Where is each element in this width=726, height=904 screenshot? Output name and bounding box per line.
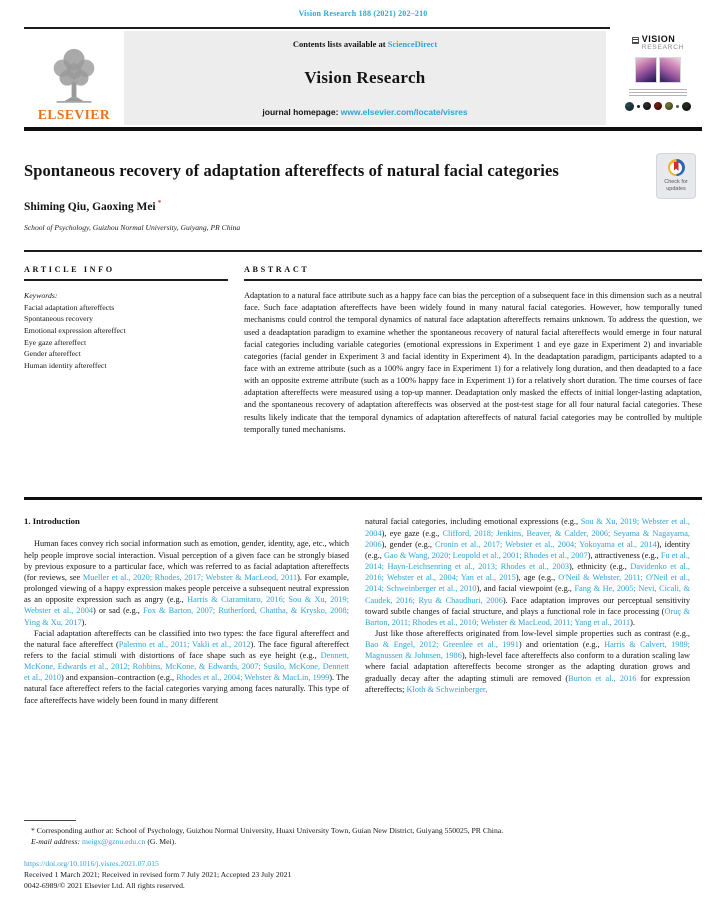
article-title: Spontaneous recovery of adaptation aftereffects of natural facial categories (24, 161, 559, 180)
cover-title: VISION (641, 34, 676, 44)
keyword-item: Facial adaptation aftereffects (24, 302, 115, 312)
cover-mark-icon (632, 37, 639, 44)
keyword-item: Emotional expression aftereffect (24, 326, 126, 336)
journal-banner (24, 31, 702, 125)
sciencedirect-link[interactable]: ScienceDirect (387, 39, 438, 49)
cover-eye-photos (625, 102, 691, 111)
cover-plot-images (635, 57, 681, 83)
keyword-item: Human identity aftereffect (24, 361, 107, 371)
body-paragraph: Facial adaptation aftereffects can be classified into two types: the face figural aftereffect and the natural face aftereffect (Palermo et al., 2011; Vakli et al., 2012). The face figural aftereffect refers to the facial stimuli with distortions of face shape such as eye height (e.g., Dennett, McKone, Edwards et al., 2012; Robbins, McKone, & Edwards, 2007; Susilo, McKone, Dennett et al., 2010) and expansion–contraction (e.g., Rhodes et al., 2004; Webster & MacLin, 1999). The natural face aftereffect refers to the facial categories varying among faces naturally. This type of face aftereffects have widely been found in many different (24, 628, 350, 705)
email-line (24, 837, 702, 848)
abstract-column (244, 265, 702, 483)
eye-photo-icon (682, 102, 691, 111)
abstract-text: Adaptation to a natural face attribute such as a happy face can bias the perception of a subsequent face in this dimension such as a neutral face. Such face adaptation aftereffects have been widely found in many natural facial categories. However, how temporally tuned mechanisms could control the temporal dynamics of natural face adaptation aftereffects remains unknown. To address the question, we used a deadaptation paradigm to examine whether the spontaneous recovery of natural facial aftereffects would emerge in four natural facial categories including variable categories (emotional expressions in Experiment 1 and eye gaze in Experiment 2) and invariable categories (facial gender in Experiment 3 and facial identity in Experiment 4). In the deadaptation paradigm, participants adapted to a face with an extreme attribute (such as a 100% angry face in Experiment 1) for a relatively long duration, and then deadapted to a face with an opposite extreme attribute (such as a 100% happy face in Experiment 1) for a relatively short duration. The time courses of face adaptation aftereffects were measured using a top-up manner. Deadaptation only masked the effects of initial longer-lasting adaptation, and the spontaneous recovery of adaptation aftereffects was observed at the post-test stage for all four natural facial categories. These results likely indicate that the temporal dynamics of adaptation aftereffects of natural facial categories may be controlled by multiple temporally tuned mechanisms. (244, 291, 702, 434)
article-info-heading: ARTICLE INFO (24, 265, 115, 275)
banner-bottom-rule (24, 127, 702, 131)
citation-link[interactable]: Fu et al., 2014; Hayn-Leichsenring et al., 2013; Rhodes et al., 2003 (365, 550, 690, 572)
citation-link[interactable]: Gao & Wang, 2020; Leopold et al., 2001; Rhodes et al., 2007 (383, 550, 588, 560)
keyword-item: Spontaneous recovery (24, 314, 94, 324)
citation-link[interactable]: Dennett, McKone, Edwards et al., 2012; Robbins, McKone, & Edwards, 2007; Susilo, McKone, Dennett et al., 2010 (24, 651, 349, 683)
elsevier-tree-icon (45, 45, 103, 107)
corresponding-author-asterisk[interactable]: * (157, 197, 162, 207)
citation-link[interactable]: Fang & He, 2005; Nevi, Cicali, & Caudek, 2016; Ryu & Chaudhuri, 2006 (365, 584, 690, 605)
received-dates: Received 1 March 2021; Received in revised form 7 July 2021; Accepted 23 July 2021 (24, 869, 292, 879)
body-right-column (365, 516, 690, 705)
email-label: E-mail address: (31, 836, 81, 846)
page-footnote (24, 820, 702, 892)
body-paragraph: natural facial categories, including emotional expressions (e.g., Sou & Xu, 2019; Webster et al., 2004), eye gaze (e.g., Clifford, 2018; Jenkins, Beaver, & Calder, 2006; Seyama & Nagayama, 2006), gender (e.g., Cronin et al., 2017; Webster et al., 2004; Yokoyama et al., 2014), identity (e.g., Gao & Wang, 2020; Leopold et al., 2001; Rhodes et al., 2007), attractiveness (e.g., Fu et al., 2014; Hayn-Leichsenring et al., 2013; Rhodes et al., 2003), ethnicity (e.g., Davidenko et al., 2016; Webster et al., 2004; Yan et al., 2015), age (e.g., O'Neil & Webster, 2011; O'Neil et al., 2014; Schweinberger et al., 2010), and facial viewpoint (e.g., Fang & He, 2005; Nevi, Cicali, & Caudek, 2016; Ryu & Chaudhuri, 2006). Face adaptation improves our perceptual sensitivity toward subtle changes of facial structure, and plays a functional role in face processing (Oruç & Barton, 2011; Rhodes et al., 2010; Webster & MacLeod, 2011; Yang et al., 2011). (365, 517, 691, 627)
citation-link[interactable]: Harris & Calvert, 1989; Magnussen & Johnsen, 1986 (365, 640, 690, 661)
abstract-heading: ABSTRACT (244, 265, 310, 275)
keywords-label: Keywords: (24, 291, 58, 301)
citation-link[interactable]: Bao & Engel, 2012; Greenlee et al., 1991 (365, 640, 519, 650)
eye-photo-icon (676, 105, 679, 108)
citation-link[interactable]: Harris & Ciaramitaro, 2016; Sou & Xu, 2019; Webster et al., 2004 (24, 595, 349, 616)
eye-photo-icon (665, 102, 673, 110)
citation-link[interactable]: Cronin et al., 2017; Webster et al., 2004; Yokoyama et al., 2014 (435, 539, 657, 549)
corresponding-author-note: * Corresponding author at: School of Psychology, Guizhou Normal University, Huaxi University Town, Guian New District, Guiyang 550025, PR China. (31, 826, 504, 835)
email-suffix: (G. Mei). (145, 836, 177, 846)
eye-photo-icon (643, 102, 651, 110)
copyright-line: 0042-6989/© 2021 Elsevier Ltd. All rights reserved. (24, 880, 185, 890)
header-top-rule (24, 27, 610, 29)
journal-title: Vision Research (304, 68, 426, 87)
body-left-column (24, 516, 349, 705)
citation-link[interactable]: Fox & Barton, 2007; Rutherford, Chattha, & Krysko, 2008; Ying & Xu, 2017 (24, 606, 349, 627)
check-for-updates-badge[interactable] (656, 153, 696, 199)
citation-link[interactable]: Sou & Xu, 2019; Webster et al., 2004 (365, 517, 691, 538)
citation-link[interactable]: Oruç & Barton, 2011; Rhodes et al., 2010; Webster & MacLeod, 2011; Yang et al., 2011 (365, 606, 690, 627)
body-paragraph: Human faces convey rich social information such as emotion, gender, identity, age, etc., which help people improve social interaction. Visual perception of a given face can be strongly biased by previous exposure to a particular face, which was referred to as facial adaptation aftereffects (for reviews, see Mueller et al., 2020; Rhodes, 2017; Webster & MacLeod, 2011). For example, prolonged viewing of a happy expression makes people perceive a subsequent neutral expression as an opposite expression such as angry (e.g., Harris & Ciaramitaro, 2016; Sou & Xu, 2019; Webster et al., 2004) or sad (e.g., Fox & Barton, 2007; Rutherford, Chattha, & Krysko, 2008; Ying & Xu, 2017). (24, 539, 349, 627)
citation-link[interactable]: Davidenko et al., 2016; Webster et al., 2004; Yan et al., 2015 (365, 562, 690, 583)
page-header-citation[interactable]: Vision Research 188 (2021) 202–210 (298, 9, 428, 18)
article-body (24, 516, 702, 705)
article-info-column (24, 265, 228, 483)
title-block-rule (24, 250, 702, 252)
check-badge-label: Check for updates (664, 179, 688, 193)
footnote-rule (24, 820, 76, 821)
abstract-bottom-rule (24, 497, 702, 500)
author-names: Shiming Qiu, Gaoxing Mei (24, 200, 156, 213)
eye-photo-icon (654, 102, 662, 110)
citation-link[interactable]: Mueller et al., 2020; Rhodes, 2017; Webster & MacLeod, 2011 (82, 572, 298, 582)
author-line (24, 198, 702, 213)
keyword-item: Eye gaze aftereffect (24, 337, 87, 347)
citation-link[interactable]: O'Neil & Webster, 2011; O'Neil et al., 2014; Schweinberger et al., 2010 (365, 573, 691, 594)
journal-cover-thumbnail[interactable] (614, 31, 702, 125)
doi-link[interactable]: https://doi.org/10.1016/j.visres.2021.07.015 (24, 859, 159, 869)
cover-plot-left (635, 57, 657, 83)
cover-plot-right (659, 57, 681, 83)
cover-subtitle: RESEARCH (641, 44, 685, 51)
eye-photo-icon (637, 105, 640, 108)
section-heading-introduction: 1. Introduction (24, 516, 80, 527)
citation-link[interactable]: Kloth & Schweinberger, (406, 684, 488, 694)
contents-prefix: Contents lists available at (292, 39, 388, 49)
citation-link[interactable]: Burton et al., 2016 (568, 673, 637, 683)
abstract-rule (244, 279, 702, 281)
keyword-item: Gender aftereffect (24, 349, 81, 359)
cover-caption-lines (629, 87, 687, 96)
affiliation: School of Psychology, Guizhou Normal University, Guiyang, PR China (24, 223, 241, 233)
contents-line (293, 39, 437, 49)
crossmark-icon (668, 159, 685, 176)
citation-link[interactable]: Clifford, 2018; Jenkins, Beaver, & Calder, 2006; Seyama & Nagayama, 2006 (365, 528, 690, 549)
crossmark-flag-icon (674, 162, 679, 171)
elsevier-logo[interactable] (24, 31, 124, 125)
elsevier-wordmark: ELSEVIER (37, 107, 111, 122)
citation-link[interactable]: Rhodes et al., 2004; Webster & MacLin, 1999 (176, 673, 330, 683)
body-paragraph: Just like those aftereffects originated from low-level simple properties such as contrast (e.g., Bao & Engel, 2012; Greenlee et al., 1991) and orientation (e.g., Harris & Calvert, 1989; Magnussen & Johnsen, 1986), high-level face aftereffects also conform to a duration scaling law where facial adaptation aftereffects become stronger as the adapting duration grows and gradually decay after the adapting stimuli are removed (Burton et al., 2016 for expression aftereffects; Kloth & Schweinberger, (365, 629, 690, 694)
journal-banner-box (124, 31, 606, 125)
homepage-line (262, 107, 467, 117)
homepage-link[interactable]: www.elsevier.com/locate/visres (340, 107, 468, 117)
citation-link[interactable]: Palermo et al., 2011; Vakli et al., 2012 (118, 639, 251, 649)
homepage-label: journal homepage: (262, 107, 341, 117)
article-info-rule (24, 279, 228, 281)
eye-photo-icon (625, 102, 634, 111)
email-link[interactable]: meigx@gznu.edu.cn (81, 836, 146, 846)
